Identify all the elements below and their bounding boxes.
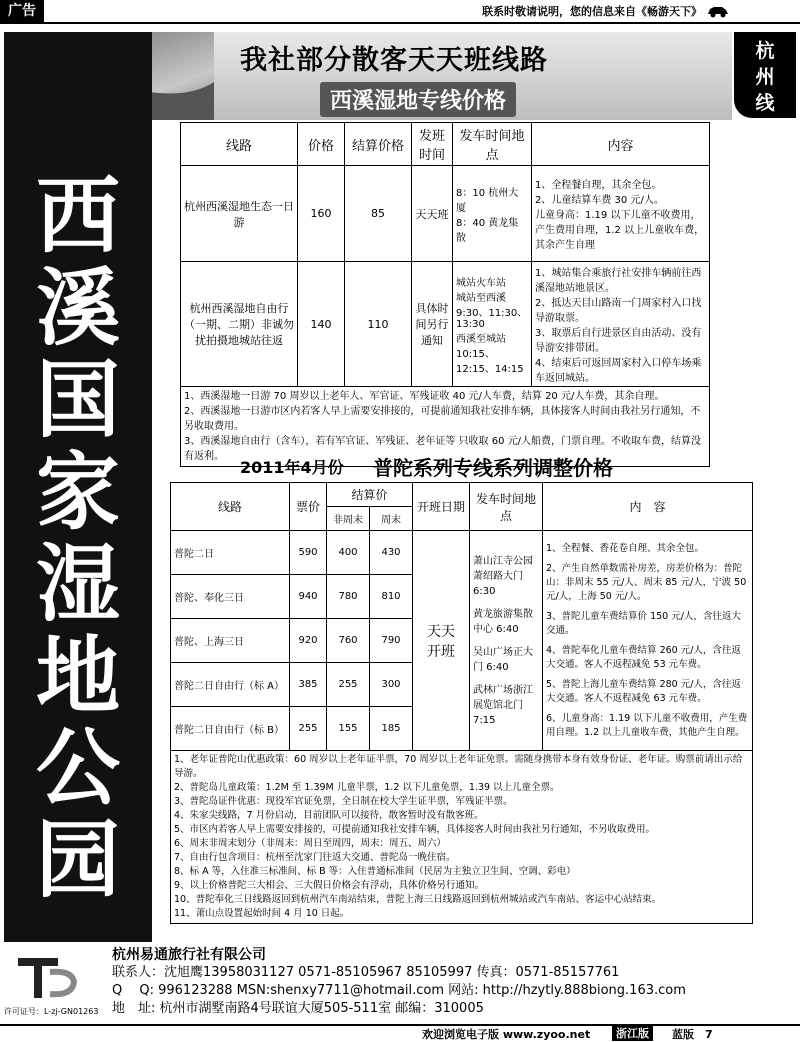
settle-cell: 85 bbox=[345, 166, 412, 262]
note-line: 9、以上价格普陀三大相会、三大假日价格会有浮动，具体价格另行通知。 bbox=[174, 880, 485, 891]
note-line: 7、自由行包含项目：杭州至沈家门往返大交通、普陀岛一晚住宿。 bbox=[174, 852, 456, 863]
schedule-cell: 天天开班 bbox=[413, 531, 470, 751]
content-line: 6、儿童身高：1.19 以下儿童不收费用，产生费用自理。1.2 以上儿童收车费，其他产生自理。 bbox=[546, 712, 748, 738]
weekend-cell: 300 bbox=[370, 663, 413, 707]
weekday-cell: 400 bbox=[327, 531, 370, 575]
col-price: 价格 bbox=[298, 123, 345, 166]
col-settle: 结算价 bbox=[327, 483, 413, 507]
side-title-char: 溪 bbox=[35, 258, 120, 357]
price-cell: 590 bbox=[290, 531, 327, 575]
depart-line: 萧山江寺公园萧绍路大门 6:30 bbox=[473, 555, 533, 597]
content-line: 儿童身高：1.19 以下儿童不收费用，产生费用自理，1.2 以上儿童收车费，其余产生自理 bbox=[535, 210, 705, 251]
weekday-cell: 760 bbox=[327, 619, 370, 663]
route-cell: 普陀、上海三日 bbox=[171, 619, 290, 663]
xixi-price-table bbox=[180, 122, 710, 467]
col-depart: 发车时间地点 bbox=[470, 483, 543, 531]
weekend-cell: 790 bbox=[370, 619, 413, 663]
weekday-cell: 255 bbox=[327, 663, 370, 707]
footer-welcome: 欢迎浏览电子版 www.zyoo.net bbox=[422, 1028, 591, 1041]
schedule-cell: 具体时间另行通知 bbox=[412, 262, 453, 387]
weekend-cell: 430 bbox=[370, 531, 413, 575]
side-title-char: 西 bbox=[35, 166, 120, 265]
col-route: 线路 bbox=[171, 483, 290, 531]
weekend-cell: 185 bbox=[370, 707, 413, 751]
depart-line: 9:30、11:30、13:30 bbox=[456, 307, 528, 330]
col-weekday: 非周末 bbox=[327, 507, 370, 531]
depart-line: 黄龙旅游集散中心 6:40 bbox=[473, 608, 533, 635]
company-name: 杭州易通旅行社有限公司 bbox=[112, 947, 266, 963]
side-title-char: 园 bbox=[35, 810, 120, 909]
note-line: 3、西溪湿地自由行（含车），若有军官证、军残证、老年证等 只收取 60 元/人船费，门票自理。不收取车费，结算没有返利。 bbox=[184, 436, 701, 462]
route-cell: 普陀二日自由行（标 B） bbox=[171, 707, 290, 751]
content-line: 2、儿童结算车费 30 元/人。 bbox=[535, 195, 664, 206]
depart-line: 城站至西溪 bbox=[456, 292, 506, 304]
table-header-row bbox=[181, 123, 710, 166]
note-line: 3、普陀岛证件优惠：现役军官证免票，全日制在校大学生证半票，军残证半票。 bbox=[174, 796, 513, 807]
table-row bbox=[181, 166, 710, 262]
table-header-row bbox=[171, 483, 753, 507]
notes-cell bbox=[171, 751, 753, 924]
col-route: 线路 bbox=[181, 123, 298, 166]
content-cell bbox=[543, 531, 753, 751]
note-line: 10、普陀奉化三日线路返回到杭州汽车南站结束，普陀上海三日线路返回到杭州城站或汽车南站、客运中心站结束。 bbox=[174, 894, 662, 905]
depart-line: 城站火车站 bbox=[456, 277, 506, 289]
side-title-char: 湿 bbox=[35, 534, 120, 633]
price-cell: 920 bbox=[290, 619, 327, 663]
note-line: 2、普陀岛儿童政策：1.2M 至 1.39M 儿童半票，1.2 以下儿童免票，1.39 以上儿童全票。 bbox=[174, 782, 560, 793]
col-content: 内 容 bbox=[543, 483, 753, 531]
route-cell: 普陀二日 bbox=[171, 531, 290, 575]
col-price: 票价 bbox=[290, 483, 327, 531]
contact-line: 联系人：沈旭鹰13958031127 0571-85105967 85105997 传真：0571-85157761 bbox=[112, 965, 620, 980]
contact-block bbox=[112, 964, 686, 1018]
settle-cell: 110 bbox=[345, 262, 412, 387]
route-cell: 普陀二日自由行（标 A） bbox=[171, 663, 290, 707]
company-logo bbox=[10, 952, 84, 1004]
side-title bbox=[12, 166, 144, 909]
content-line: 1、城站集合乘旅行社安排车辆前往西溪湿地站地景区。 bbox=[535, 268, 702, 294]
col-weekend: 周末 bbox=[370, 507, 413, 531]
price-cell: 385 bbox=[290, 663, 327, 707]
schedule-cell: 天天班 bbox=[412, 166, 453, 262]
depart-cell bbox=[453, 262, 532, 387]
note-line: 1、西溪湿地一日游 70 周岁以上老年人、军官证、军残证收 40 元/人车费，结算 20 元/人车费，其余自理。 bbox=[184, 391, 665, 402]
car-icon bbox=[706, 3, 730, 22]
side-title-char: 地 bbox=[35, 626, 120, 725]
depart-cell bbox=[470, 531, 543, 751]
price-cell: 255 bbox=[290, 707, 327, 751]
notes-row bbox=[171, 751, 753, 924]
side-title-char: 公 bbox=[35, 718, 120, 817]
route-cell: 杭州西溪湿地生态一日游 bbox=[181, 166, 298, 262]
putuo-title-year: 2011年4月份 bbox=[240, 458, 344, 477]
content-line: 2、产生自然单数需补房差，房差价格为：普陀山：非周末 55 元/人、周末 85 元/人，宁波 50 元/人，上海 50 元/人。 bbox=[546, 562, 747, 602]
depart-line: 10:15、12:15、14:15 bbox=[456, 348, 524, 375]
price-cell: 940 bbox=[290, 575, 327, 619]
table-row bbox=[181, 262, 710, 387]
note-line: 6、周末非周末划分（非周末：周日至周四，周末：周五、周六） bbox=[174, 838, 447, 849]
col-settle: 结算价格 bbox=[345, 123, 412, 166]
depart-cell bbox=[453, 166, 532, 262]
content-line: 1、全程餐、香花卷自理、其余全包。 bbox=[546, 542, 705, 554]
side-title-char: 国 bbox=[35, 350, 120, 449]
note-line: 1、老年证普陀山优惠政策：60 周岁以上老年证半票，70 周岁以上老年证免票。需随身携带本身有效身份证、老年证。购票前请出示给导游。 bbox=[174, 754, 743, 779]
weekday-cell: 780 bbox=[327, 575, 370, 619]
weekend-cell: 810 bbox=[370, 575, 413, 619]
depart-line: 8：10 杭州大厦 bbox=[456, 187, 519, 214]
route-cell: 普陀、奉化三日 bbox=[171, 575, 290, 619]
city-tab-label: 杭州线 bbox=[755, 40, 775, 114]
putuo-title: 普陀系列专线系列调整价格 bbox=[373, 456, 613, 480]
sub-title: 西溪湿地专线价格 bbox=[320, 82, 516, 117]
note-line: 2、西溪湿地一日游市区内若客人早上需要安排接的，可提前通知我社安排车辆，具体接客人时间由我社另行通知，不另收取费用。 bbox=[184, 406, 701, 432]
address-line: 地 址: 杭州市湖墅南路4号联谊大厦505-511室 邮编：310005 bbox=[112, 1001, 484, 1016]
note-line: 5、市区内若客人早上需要安排接的，可提前通知我社安排车辆，具体接客人时间由我社另行通知，不另收取费用。 bbox=[174, 824, 656, 835]
depart-line: 武林广场浙江展览馆北门 7:15 bbox=[473, 684, 533, 726]
content-line: 3、普陀儿童车费结算价 150 元/人，含往返大交通。 bbox=[546, 610, 741, 636]
footer-page: 蓝版 7 bbox=[672, 1028, 713, 1041]
note-line: 8、标 A 等，入住准三标准间、标 B 等：入住普通标准间（民居为主独立卫生间、空调、彩电） bbox=[174, 866, 576, 877]
footer-edition: 浙江版 bbox=[612, 1025, 653, 1041]
content-cell bbox=[532, 262, 710, 387]
price-cell: 160 bbox=[298, 166, 345, 262]
qq-line: Q Q: 996123288 MSN:shenxy7711@hotmail.com 网站: http://hzytly.888biong.163.com bbox=[112, 983, 686, 998]
weekday-cell: 155 bbox=[327, 707, 370, 751]
depart-line: 8：40 黄龙集散 bbox=[456, 217, 519, 244]
price-cell: 140 bbox=[298, 262, 345, 387]
content-line: 3、取票后自行进景区自由活动、没有导游安排带团。 bbox=[535, 328, 702, 354]
content-line: 4、结束后可返回周家村入口停车场乘车返回城站。 bbox=[535, 358, 702, 384]
putuo-price-table bbox=[170, 482, 753, 924]
content-line: 1、全程餐自理，其余全包。 bbox=[535, 180, 662, 191]
city-tab bbox=[734, 32, 796, 118]
table-row bbox=[171, 531, 753, 575]
depart-line: 吴山广场正大门 6:40 bbox=[473, 646, 533, 673]
depart-line: 西溪至城站 bbox=[456, 333, 506, 345]
route-cell: 杭州西溪湿地自由行（一期、二期）非诚勿扰拍摄地城站往返 bbox=[181, 262, 298, 387]
col-depart: 发车时间地点 bbox=[453, 123, 532, 166]
content-line: 5、普陀上海儿童车费结算 280 元/人，含往返大交通。客人不返程减免 63 元车费。 bbox=[546, 678, 741, 704]
content-line: 4、普陀奉化儿童车费结算 260 元/人，含往返大交通。客人不返程减免 53 元车费。 bbox=[546, 644, 741, 670]
main-title: 我社部分散客天天班线路 bbox=[240, 45, 548, 76]
license-number: 许可证号：L-zj-GN01263 bbox=[4, 1007, 99, 1016]
note-line: 4、朱家尖线路，7 月份启动，目前团队可以接待，散客暂时没有散客班。 bbox=[174, 810, 484, 821]
tagline: 联系时敬请说明，您的信息来自《畅游天下》 bbox=[482, 5, 702, 18]
content-line: 2、抵达天目山路南一门周家村入口找导游取票。 bbox=[535, 298, 702, 324]
col-dates: 开班日期 bbox=[413, 483, 470, 531]
note-line: 11、萧山点设置起始时间 4 月 10 日起。 bbox=[174, 908, 350, 919]
col-schedule: 发班时间 bbox=[412, 123, 453, 166]
content-cell bbox=[532, 166, 710, 262]
col-content: 内容 bbox=[532, 123, 710, 166]
side-title-char: 家 bbox=[35, 442, 120, 541]
ad-label: 广告 bbox=[0, 0, 44, 22]
